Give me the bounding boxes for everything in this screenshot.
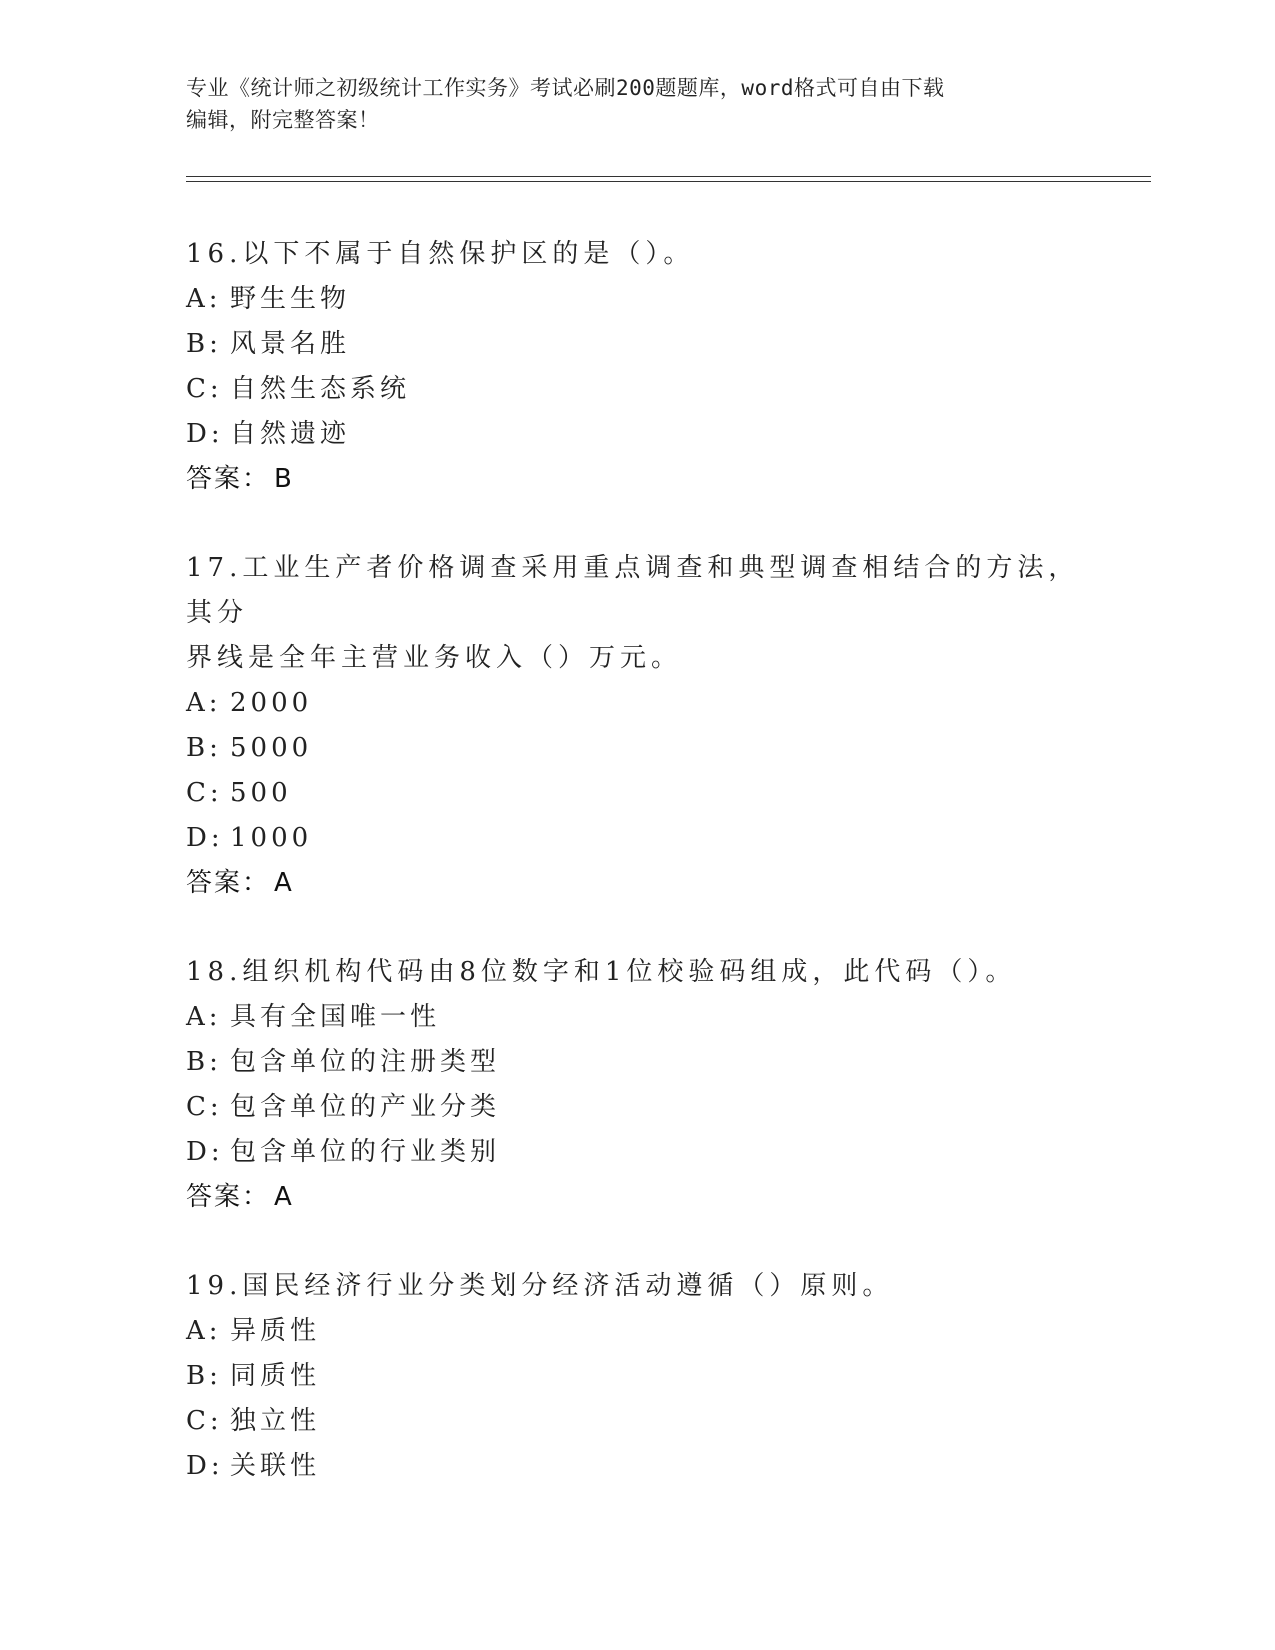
question-stem-line-2: 界线是全年主营业务收入（）万元。 <box>186 643 683 673</box>
option-d <box>186 1130 1086 1175</box>
option-text: 2000 <box>230 688 313 718</box>
option-letter: A: <box>186 1002 222 1032</box>
option-text: 具有全国唯一性 <box>230 1002 441 1032</box>
question-16 <box>186 232 1086 502</box>
option-text: 500 <box>230 778 292 808</box>
option-letter: D: <box>186 823 224 853</box>
question-list <box>186 232 1086 1533</box>
option-text: 异质性 <box>230 1316 321 1346</box>
question-stem: 16.以下不属于自然保护区的是（）。 <box>186 239 695 269</box>
option-letter: D: <box>186 1137 224 1167</box>
question-stem-line-1: 17.工业生产者价格调查采用重点调查和典型调查相结合的方法，其分 <box>186 553 1080 628</box>
option-text: 独立性 <box>230 1406 321 1436</box>
answer-value: A <box>274 1182 294 1212</box>
option-text: 自然生态系统 <box>230 374 411 404</box>
option-letter: C: <box>186 778 223 808</box>
answer-line <box>186 861 1086 906</box>
header-divider <box>186 176 1151 182</box>
option-letter: D: <box>186 419 224 449</box>
answer-label: 答案： <box>186 464 271 494</box>
answer-value: B <box>274 464 294 494</box>
question-stem: 19.国民经济行业分类划分经济活动遵循（）原则。 <box>186 1271 894 1301</box>
option-d <box>186 412 1086 457</box>
option-letter: B: <box>186 733 222 763</box>
option-text: 同质性 <box>230 1361 321 1391</box>
option-a <box>186 1309 1086 1354</box>
option-text: 包含单位的产业分类 <box>230 1092 501 1122</box>
document-header <box>186 72 1066 136</box>
option-c <box>186 1085 1086 1130</box>
option-letter: B: <box>186 1047 222 1077</box>
option-letter: B: <box>186 1361 222 1391</box>
option-letter: A: <box>186 1316 222 1346</box>
header-line-2: 编辑，附完整答案！ <box>186 108 380 132</box>
option-text: 野生生物 <box>230 284 351 314</box>
option-b <box>186 322 1086 367</box>
question-19 <box>186 1264 1086 1489</box>
option-c <box>186 1399 1086 1444</box>
question-17 <box>186 546 1086 906</box>
option-a <box>186 995 1086 1040</box>
question-stem: 18.组织机构代码由8位数字和1位校验码组成，此代码（）。 <box>186 957 1017 987</box>
option-text: 包含单位的注册类型 <box>230 1047 501 1077</box>
option-letter: A: <box>186 688 222 718</box>
option-b <box>186 1354 1086 1399</box>
option-c <box>186 771 1086 816</box>
option-b <box>186 1040 1086 1085</box>
option-text: 5000 <box>230 733 313 763</box>
option-text: 关联性 <box>230 1451 321 1481</box>
answer-label: 答案： <box>186 1182 271 1212</box>
option-text: 包含单位的行业类别 <box>230 1137 501 1167</box>
option-b <box>186 726 1086 771</box>
answer-label: 答案： <box>186 868 271 898</box>
answer-line <box>186 457 1086 502</box>
option-text: 自然遗迹 <box>230 419 351 449</box>
option-text: 1000 <box>230 823 313 853</box>
option-letter: B: <box>186 329 222 359</box>
option-d <box>186 1444 1086 1489</box>
header-line-1: 专业《统计师之初级统计工作实务》考试必刷200题题库，word格式可自由下载 <box>186 76 945 100</box>
option-text: 风景名胜 <box>230 329 351 359</box>
option-a <box>186 681 1086 726</box>
option-letter: C: <box>186 374 223 404</box>
answer-value: A <box>274 868 294 898</box>
option-a <box>186 277 1086 322</box>
option-letter: D: <box>186 1451 224 1481</box>
option-c <box>186 367 1086 412</box>
option-d <box>186 816 1086 861</box>
option-letter: C: <box>186 1092 223 1122</box>
option-letter: C: <box>186 1406 223 1436</box>
option-letter: A: <box>186 284 222 314</box>
question-18 <box>186 950 1086 1220</box>
answer-line <box>186 1175 1086 1220</box>
